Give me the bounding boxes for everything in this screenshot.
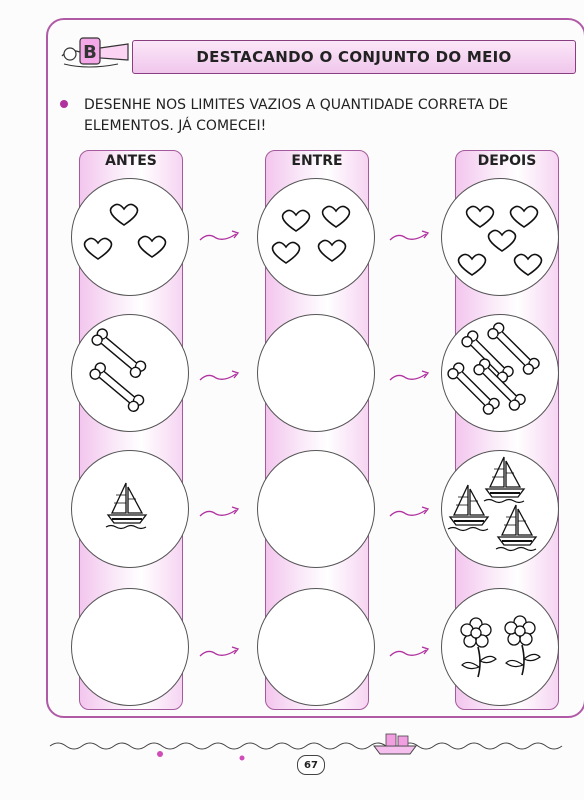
column-header-depois: DEPOIS [477, 153, 537, 169]
circle-antes-row4-empty[interactable] [71, 588, 189, 706]
hearts-group [258, 179, 376, 297]
circle-antes-row3 [71, 450, 189, 568]
hearts-group [442, 179, 560, 297]
flower-icon [461, 618, 496, 677]
sailboats-group [72, 451, 190, 569]
arrow-right-icon [388, 226, 432, 246]
circle-depois-row3 [441, 450, 559, 568]
sailboats-group [442, 451, 560, 569]
abc-airplane-mascot-icon [58, 30, 136, 78]
arrow-right-icon [198, 366, 242, 386]
arrow-right-icon [198, 502, 242, 522]
page-title: DESTACANDO O CONJUNTO DO MEIO [196, 48, 512, 66]
sailboat-icon [106, 483, 146, 529]
heart-icon [85, 204, 166, 259]
bones-group [442, 315, 560, 433]
circle-depois-row1 [441, 178, 559, 296]
flowers-group [442, 589, 560, 707]
arrow-right-icon [198, 642, 242, 662]
circle-entre-row3-empty[interactable] [257, 450, 375, 568]
page-title-bar [132, 40, 576, 74]
hearts-group [72, 179, 190, 297]
arrow-right-icon [388, 366, 432, 386]
flower-icon [505, 616, 540, 675]
bullet-dot [60, 100, 68, 108]
instruction-text: DESENHE NOS LIMITES VAZIOS A QUANTIDADE CORRETA DE ELEMENTOS. JÁ COMECEI! [84, 97, 509, 134]
circle-depois-row2 [441, 314, 559, 432]
circle-antes-row1 [71, 178, 189, 296]
bones-group [72, 315, 190, 433]
sailboat-icon [448, 485, 488, 531]
circle-entre-row4-empty[interactable] [257, 588, 375, 706]
svg-text:B: B [83, 42, 97, 63]
sailboat-icon [484, 457, 524, 503]
boat-decoration-icon [374, 734, 416, 754]
circle-depois-row4 [441, 588, 559, 706]
page-number: 67 [297, 755, 325, 775]
sailboat-icon [496, 505, 536, 551]
arrow-right-icon [198, 226, 242, 246]
circle-entre-row2-empty[interactable] [257, 314, 375, 432]
circle-entre-row1[interactable] [257, 178, 375, 296]
circle-antes-row2 [71, 314, 189, 432]
heart-icon [273, 206, 350, 263]
arrow-right-icon [388, 502, 432, 522]
arrow-right-icon [388, 642, 432, 662]
column-header-antes: ANTES [105, 153, 157, 169]
heart-icon [459, 206, 542, 275]
column-header-entre: ENTRE [291, 153, 343, 169]
